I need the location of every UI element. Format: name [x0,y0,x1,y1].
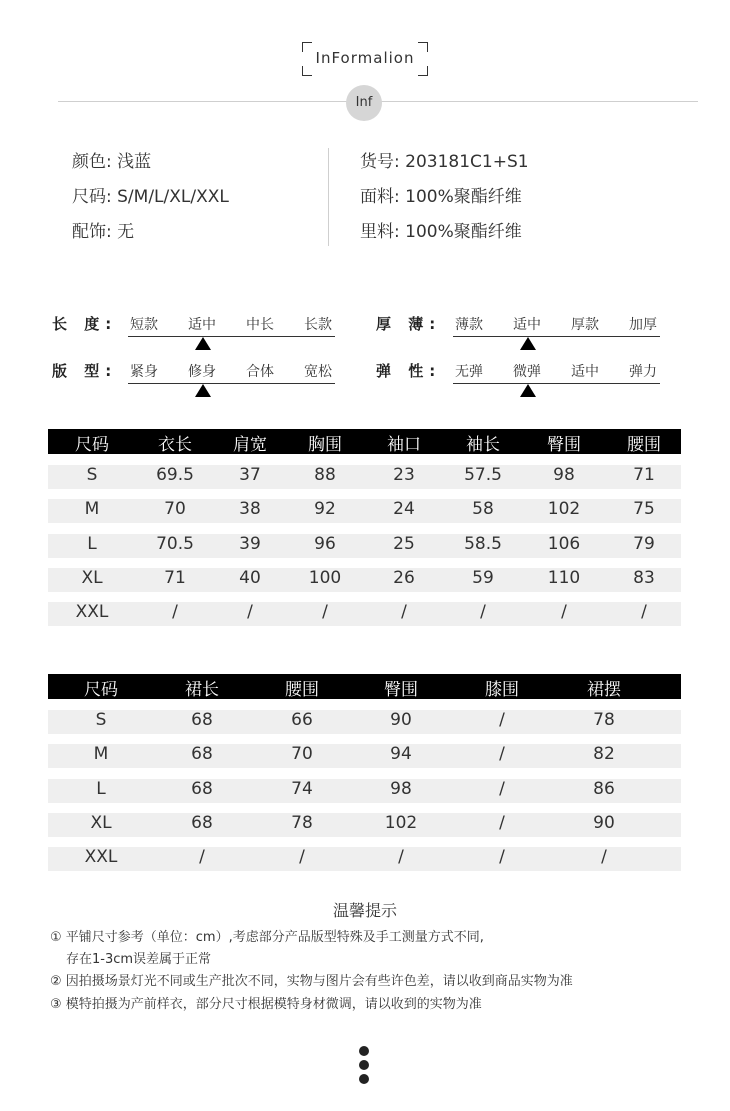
table-cell: 70.5 [156,533,194,554]
table-header-cell: 尺码 [75,435,109,455]
table-cell: 82 [593,744,615,765]
dot-icon [359,1074,369,1084]
table-cell: 71 [633,465,655,485]
table-cell: / [480,602,486,623]
table-cell: / [561,602,567,623]
table-cell: 23 [393,465,415,485]
table-cell: 70 [291,744,313,765]
table-row [48,602,681,626]
table-header-cell: 膝围 [485,680,519,700]
table-cell: M [93,744,109,765]
scale-option: 合体 [246,364,274,380]
table-cell: 92 [314,499,336,520]
table-cell: / [322,602,328,623]
frame-corner-icon [302,66,312,76]
table-cell: 68 [191,744,213,765]
selected-marker-icon [520,384,536,397]
info-size [72,182,229,207]
table-row [48,847,681,871]
table-cell: 86 [593,778,615,799]
info-accessory [72,217,134,242]
dot-icon [359,1060,369,1070]
table-header-cell: 裙摆 [587,680,621,700]
scale-label: 厚 薄: [376,315,442,333]
table-cell: 96 [314,533,336,554]
table-row [48,813,681,837]
table-cell: / [499,744,505,765]
table-cell: / [172,602,178,623]
scale-option: 适中 [571,364,599,380]
table-cell: 68 [191,812,213,833]
table-cell: XL [81,567,103,588]
table-header [48,429,681,454]
table-cell: 75 [633,499,655,520]
info-label: 配饰: [72,222,112,242]
info-value: 100%聚酯纤维 [405,222,522,242]
scale-option: 短款 [130,317,158,333]
table-cell: 71 [164,567,186,588]
table-header-cell: 腰围 [627,435,661,455]
table-cell: 24 [393,499,415,520]
table-header-cell: 臀围 [547,435,581,455]
scale-option: 适中 [513,317,541,333]
table-cell: 57.5 [464,465,502,485]
frame-corner-icon [418,66,428,76]
title-frame [302,42,428,76]
table-cell: 59 [472,567,494,588]
info-label: 面料: [360,187,400,207]
table-cell: / [499,778,505,799]
table-row [48,568,681,592]
table-cell: 78 [593,710,615,730]
scale-option: 长款 [304,317,332,333]
table-cell: 100 [308,567,342,588]
table-cell: / [401,602,407,623]
table-cell: / [199,847,205,868]
table-cell: 83 [633,567,655,588]
info-lining [360,217,522,242]
table-cell: 110 [547,567,581,588]
scale-line [128,336,335,337]
table-cell: 98 [553,465,575,485]
table-cell: / [499,812,505,833]
selected-marker-icon [520,337,536,350]
table-row [48,779,681,803]
table-cell: 39 [239,533,261,554]
table-cell: S [86,465,98,485]
scale-option: 无弹 [455,364,483,380]
table-header-cell: 袖口 [387,435,421,455]
table-row [48,465,681,489]
scale-label: 弹 性: [376,362,442,380]
table-cell: 74 [291,778,313,799]
table-header-cell: 腰围 [285,680,319,700]
table-cell: / [499,710,505,730]
table-cell: 102 [547,499,581,520]
table-cell: 90 [593,812,615,833]
scale-line [453,336,660,337]
table-cell: 26 [393,567,415,588]
table-cell: 68 [191,778,213,799]
info-value: 浅蓝 [117,152,152,172]
table-cell: 69.5 [156,465,194,485]
note-line: 存在1-3cm误差属于正常 [66,952,212,967]
table-row [48,534,681,558]
table-cell: 94 [390,744,412,765]
table-cell: L [87,533,97,554]
table-cell: 70 [164,499,186,520]
table-cell: M [84,499,100,520]
table-header-cell: 衣长 [158,435,192,455]
table-cell: 58 [472,499,494,520]
scale-option: 薄款 [455,317,483,333]
table-cell: / [398,847,404,868]
scale-option: 微弹 [513,364,541,380]
page-title: InFormalion [315,49,415,67]
table-header-cell: 肩宽 [233,435,267,455]
info-label: 颜色: [72,152,112,172]
scale-line [453,383,660,384]
scale-label: 长 度: [52,315,118,333]
table-cell: XL [90,812,112,833]
scale-line [128,383,335,384]
table-header [48,674,681,699]
table-cell: 37 [239,465,261,485]
info-value: 无 [117,222,135,242]
info-color [72,147,151,172]
table-header-cell: 袖长 [466,435,500,455]
header-badge: Inf [346,85,382,121]
scale-option: 适中 [188,317,216,333]
table-cell: 102 [384,812,418,833]
scale-option: 厚款 [571,317,599,333]
table-cell: 88 [314,465,336,485]
table-cell: 98 [390,778,412,799]
table-cell: S [95,710,107,730]
dot-icon [359,1046,369,1056]
table-cell: 68 [191,710,213,730]
table-cell: XXL [75,602,109,623]
info-divider [328,148,329,246]
scale-option: 弹力 [629,364,657,380]
scale-option: 加厚 [629,317,657,333]
notes-title: 温馨提示 [332,901,397,920]
table-cell: L [96,778,106,799]
table-cell: 78 [291,812,313,833]
table-row [48,499,681,523]
table-cell: / [601,847,607,868]
info-value: S/M/L/XL/XXL [117,187,229,207]
info-label: 尺码: [72,187,112,207]
table-cell: XXL [84,847,118,868]
info-label: 里料: [360,222,400,242]
table-cell: / [499,847,505,868]
table-row [48,710,681,734]
table-header-cell: 臀围 [384,680,418,700]
info-fabric [360,182,522,207]
table-cell: 79 [633,533,655,554]
note-line: ③ 模特拍摄为产前样衣，部分尺寸根据模特身材微调，请以收到的实物为准 [50,997,482,1012]
info-value: 203181C1+S1 [405,152,529,172]
info-label: 货号: [360,152,400,172]
scale-label: 版 型: [52,362,118,380]
table-cell: / [641,602,647,623]
table-cell: 40 [239,567,261,588]
table-header-cell: 胸围 [308,435,342,455]
scale-option: 中长 [246,317,274,333]
table-cell: 38 [239,499,261,520]
table-cell: 58.5 [464,533,502,554]
table-header-cell: 尺码 [84,680,118,700]
note-line: ① 平铺尺寸参考（单位：cm）,考虑部分产品版型特殊及手工测量方式不同, [50,930,484,945]
scale-option: 紧身 [130,364,158,380]
table-header-cell: 裙长 [185,680,219,700]
scale-option: 宽松 [304,364,332,380]
note-line: ② 因拍摄场景灯光不同或生产批次不同，实物与图片会有些许色差，请以收到商品实物为准 [50,974,573,989]
info-item-no [360,147,529,172]
selected-marker-icon [195,384,211,397]
table-row [48,744,681,768]
table-cell: / [247,602,253,623]
table-cell: / [299,847,305,868]
scale-option: 修身 [188,364,216,380]
table-cell: 66 [291,710,313,730]
info-value: 100%聚酯纤维 [405,187,522,207]
table-cell: 106 [547,533,581,554]
table-cell: 90 [390,710,412,730]
selected-marker-icon [195,337,211,350]
table-cell: 25 [393,533,415,554]
